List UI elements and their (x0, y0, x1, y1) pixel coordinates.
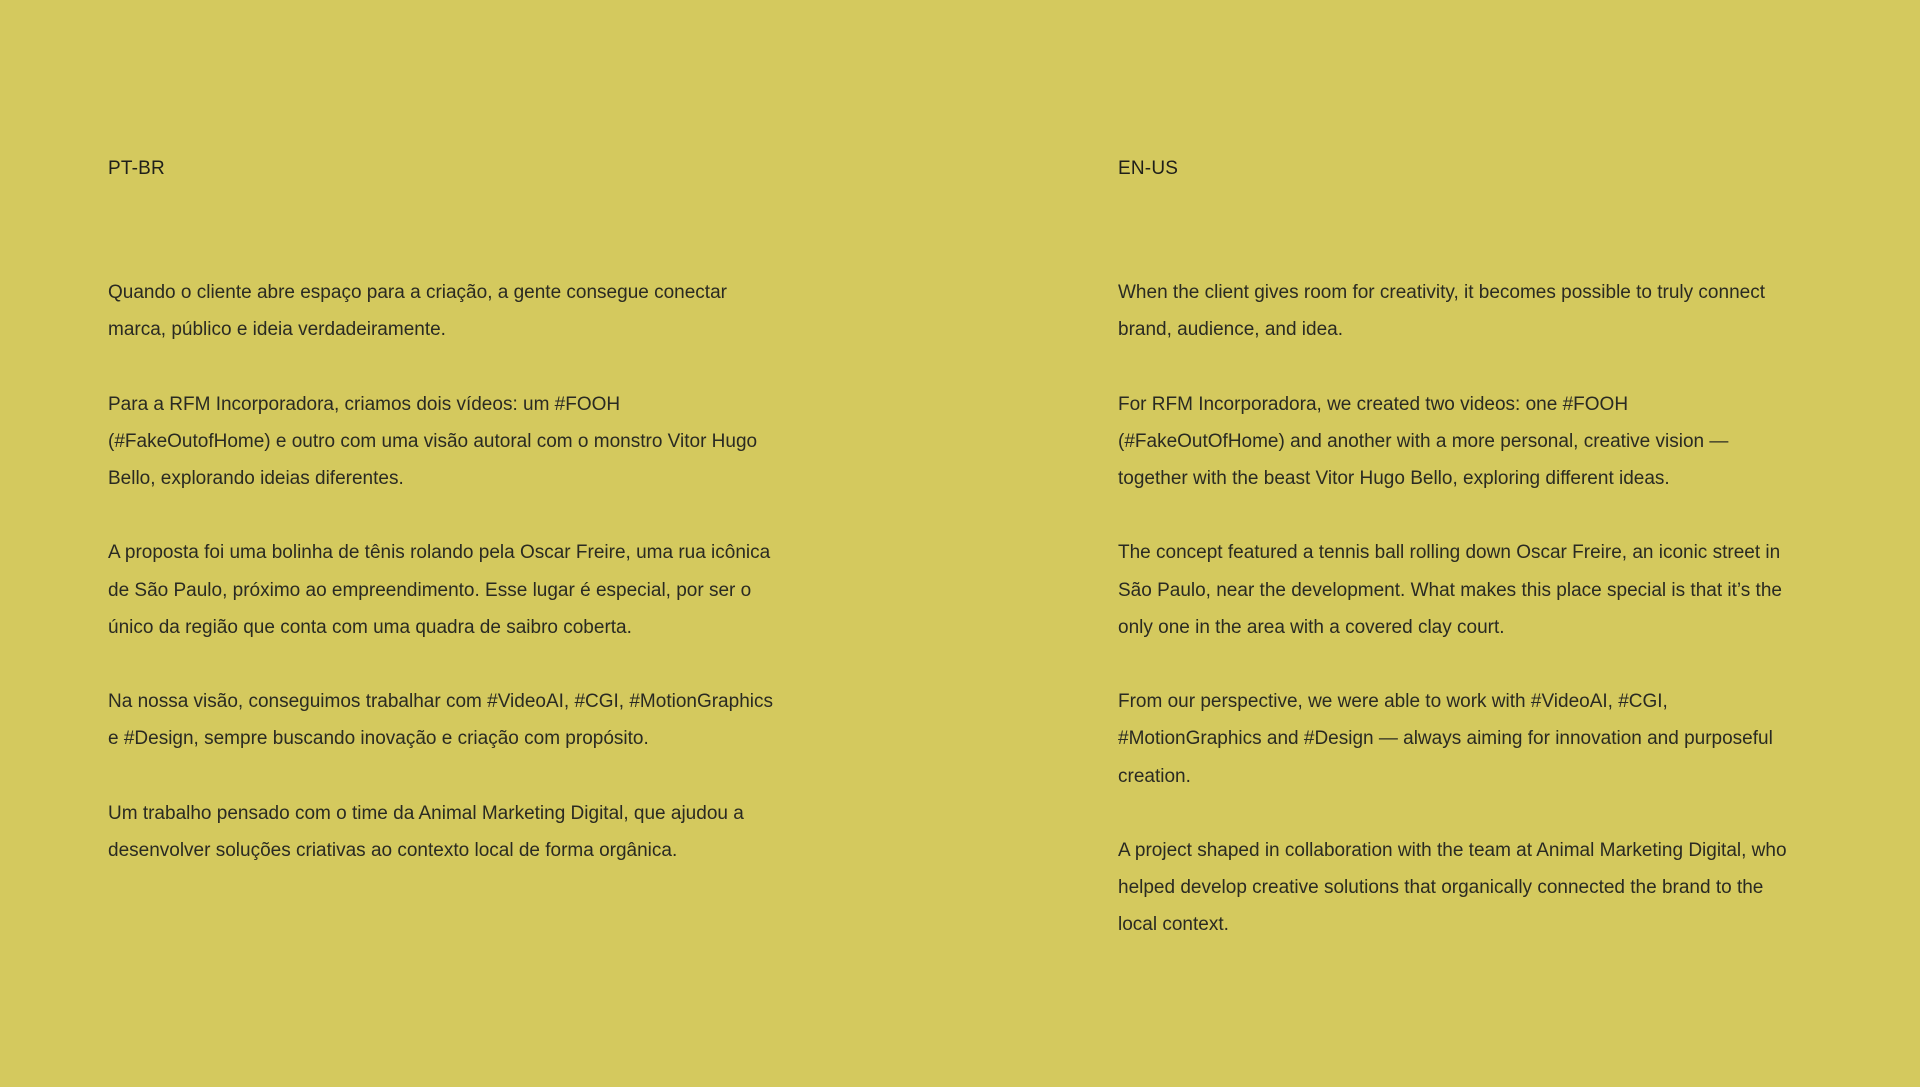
en-us-paragraph-4: From our perspective, we were able to work with #VideoAI, #CGI, #MotionGraphics and #Design — always aiming for innovation and purposeful creation. (1118, 691, 1773, 787)
pt-br-paragraph-2: Para a RFM Incorporadora, criamos dois vídeos: um #FOOH (#FakeOutofHome) e outro com uma visão autoral com o monstro Vitor Hugo Bello, explorando ideias diferentes. (108, 393, 758, 489)
en-us-paragraph-3: The concept featured a tennis ball rolling down Oscar Freire, an iconic street in São Paulo, near the development. What makes this place special is that it’s the only one in the area with a covered clay court. (1118, 542, 1782, 638)
pt-br-paragraph-3: A proposta foi uma bolinha de tênis rolando pela Oscar Freire, uma rua icônica de São Paulo, próximo ao empreendimento. Esse lugar é especial, por ser o único da região que conta com uma quadra de saibro coberta. (108, 542, 771, 638)
column-en-us (1118, 156, 1818, 981)
language-label-pt-br: PT-BR (108, 158, 165, 179)
pt-br-paragraph-1: Quando o cliente abre espaço para a criação, a gente consegue conectar marca, público e ideia verdadeiramente. (108, 282, 727, 341)
column-pt-br (108, 156, 808, 906)
language-label-en-us: EN-US (1118, 158, 1179, 179)
pt-br-paragraph-5: Um trabalho pensado com o time da Animal Marketing Digital, que ajudou a desenvolver soluções criativas ao contexto local de forma orgânica. (108, 802, 744, 861)
en-us-paragraph-5: A project shaped in collaboration with the team at Animal Marketing Digital, who helped develop creative solutions that organically connected the brand to the local context. (1118, 839, 1787, 936)
en-us-paragraph-2: For RFM Incorporadora, we created two videos: one #FOOH (#FakeOutOfHome) and another with a more personal, creative vision — together with the beast Vitor Hugo Bello, exploring different ideas. (1118, 393, 1729, 489)
en-us-paragraph-1: When the client gives room for creativity, it becomes possible to truly connect brand, audience, and idea. (1118, 282, 1765, 341)
pt-br-paragraph-4: Na nossa visão, conseguimos trabalhar com #VideoAI, #CGI, #MotionGraphics e #Design, sempre buscando inovação e criação com propósito. (108, 691, 773, 750)
